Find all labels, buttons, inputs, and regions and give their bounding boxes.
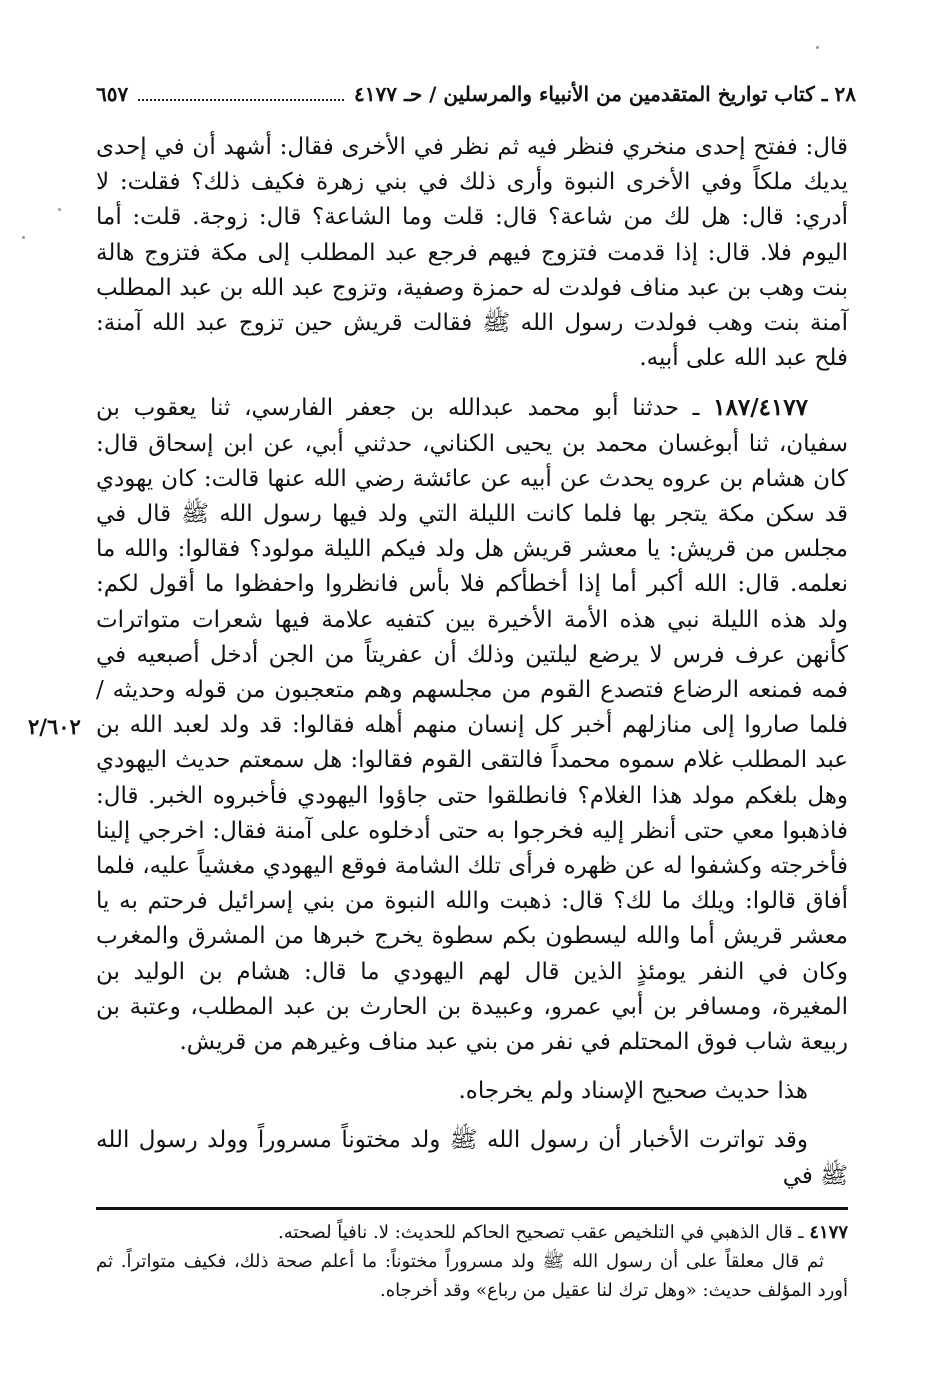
footnotes — [96, 1218, 848, 1305]
paragraph-4: وقد تواترت الأخبار أن رسول الله ﷺ ولد مختوناً مسروراً وولد رسول الله ﷺ في — [96, 1127, 848, 1189]
running-header — [96, 76, 856, 112]
footnote-line-2: ثم قال معلقاً على أن رسول الله ﷺ ولد مسروراً مختوناً: ما أعلم صحة ذلك، فكيف متواتراً. ثم أورد المؤلف حديث: «وهل ترك لنا عقيل من رباع» وقد أخرجاه. — [96, 1251, 848, 1301]
scan-speck — [22, 236, 25, 239]
header-leader-dots — [138, 87, 344, 101]
header-title: ٢٨ ـ كتاب تواريخ المتقدمين من الأنبياء والمرسلين / حـ ٤١٧٧ — [354, 82, 856, 106]
paragraph-2-text: ـ حدثنا أبو محمد عبدالله بن جعفر الفارسي، ثنا يعقوب بن سفيان، ثنا أبوغسان محمد بن يحيى الكناني، حدثني أبي، عن ابن إسحاق قال: كان هشام بن عروه يحدث عن أبيه عن عائشة رضي الله عنها قالت: كان يهودي قد سكن مكة يتجر بها فلما كانت الليلة التي ولد فيها رسول الله ﷺ قال في مجلس من قريش: يا معشر قريش هل ولد فيكم الليلة مولود؟ فقالوا: والله ما نعلمه. قال: الله أكبر أما إذا أخطأكم فلا بأس فانظروا واحفظوا ما أقول لكم: ولد هذه الليلة نبي هذه الأمة الأخيرة بين كتفيه علامة فيها شعرات متواترات كأنهن عرف فرس لا يرضع ليلتين وذلك أن عفريتاً من الجن أدخل أصبعيه في فمه فمنعه الرضاع فتصدع القوم من مجلسهم وهم متعجبون من قوله وحديثه / فلما صاروا إلى منازلهم أخبر كل إنسان منهم أهله فقالوا: قد ولد لعبد الله بن عبد المطلب غلام سموه محمداً فالتقى القوم فقالوا: هل سمعتم حديث اليهودي وهل بلغكم مولد هذا الغلام؟ فانطلقوا حتى جاؤوا اليهودي فأخبروه الخبر. قال: فاذهبوا معي حتى أنظر إليه فخرجوا به حتى أدخلوه على آمنة فقال: اخرجي إلينا فأخرجته وكشفوا له عن ظهره فرأى تلك الشامة فوقع اليهودي مغشياً عليه، فلما أفاق قالوا: ويلك ما لك؟ قال: ذهبت والله النبوة من بني إسرائيل فرحتم به يا معشر قريش أما والله ليسطون بكم سطوة يخرج خبرها من المشرق والمغرب وكان في النفر يومئذٍ الذين قال لهم اليهودي ما قال: هشام بن الوليد بن المغيرة، ومسافر بن أبي عمرو، وعبيدة بن الحارث بن عبد المطلب، وعتبة بن ربيعة شاب فوق المحتلم في نفر من بني عبد مناف وغيرهم من قريش. — [96, 395, 849, 1056]
scan-speck — [816, 46, 819, 49]
footnote-line-1 — [96, 1218, 848, 1247]
paragraph-3: هذا حديث صحيح الإسناد ولم يخرجاه. — [458, 1078, 808, 1105]
main-text — [96, 130, 848, 1194]
page-number: ٦٥٧ — [96, 82, 129, 106]
paragraph-2 — [96, 390, 848, 1060]
footnote-number: ٤١٧٧ — [809, 1222, 848, 1243]
footnote-divider — [96, 1207, 848, 1210]
hadith-number: ١٨٧/٤١٧٧ — [713, 394, 809, 422]
scan-speck — [58, 208, 61, 211]
footnote-line-1-text: ـ قال الذهبي في التلخيص عقب تصحيح الحاكم للحديث: لا. نافياً لصحته. — [278, 1222, 804, 1243]
marginal-reference: ٢/٦٠٢ — [28, 714, 81, 739]
paragraph-1: قال: ففتح إحدى منخري فنظر فيه ثم نظر في الأخرى فقال: أشهد أن في إحدى يديك ملكاً وفي الأخرى النبوة وأرى ذلك في بني زهرة فكيف ذلك؟ فقلت: لا أدري: قال: هل لك من شاعة؟ قال: قلت وما الشاعة؟ قال: زوجة. قلت: أما اليوم فلا. قال: إذا قدمت فتزوج فيهم فرجع عبد المطلب إلى مكة فتزوج هالة بنت وهب بن عبد مناف فولدت له حمزة وصفية، وتزوج عبد الله بن عبد المطلب آمنة بنت وهب فولدت رسول الله ﷺ فقالت قريش حين تزوج عبد الله آمنة: فلح عبد الله على أبيه. — [96, 134, 849, 372]
